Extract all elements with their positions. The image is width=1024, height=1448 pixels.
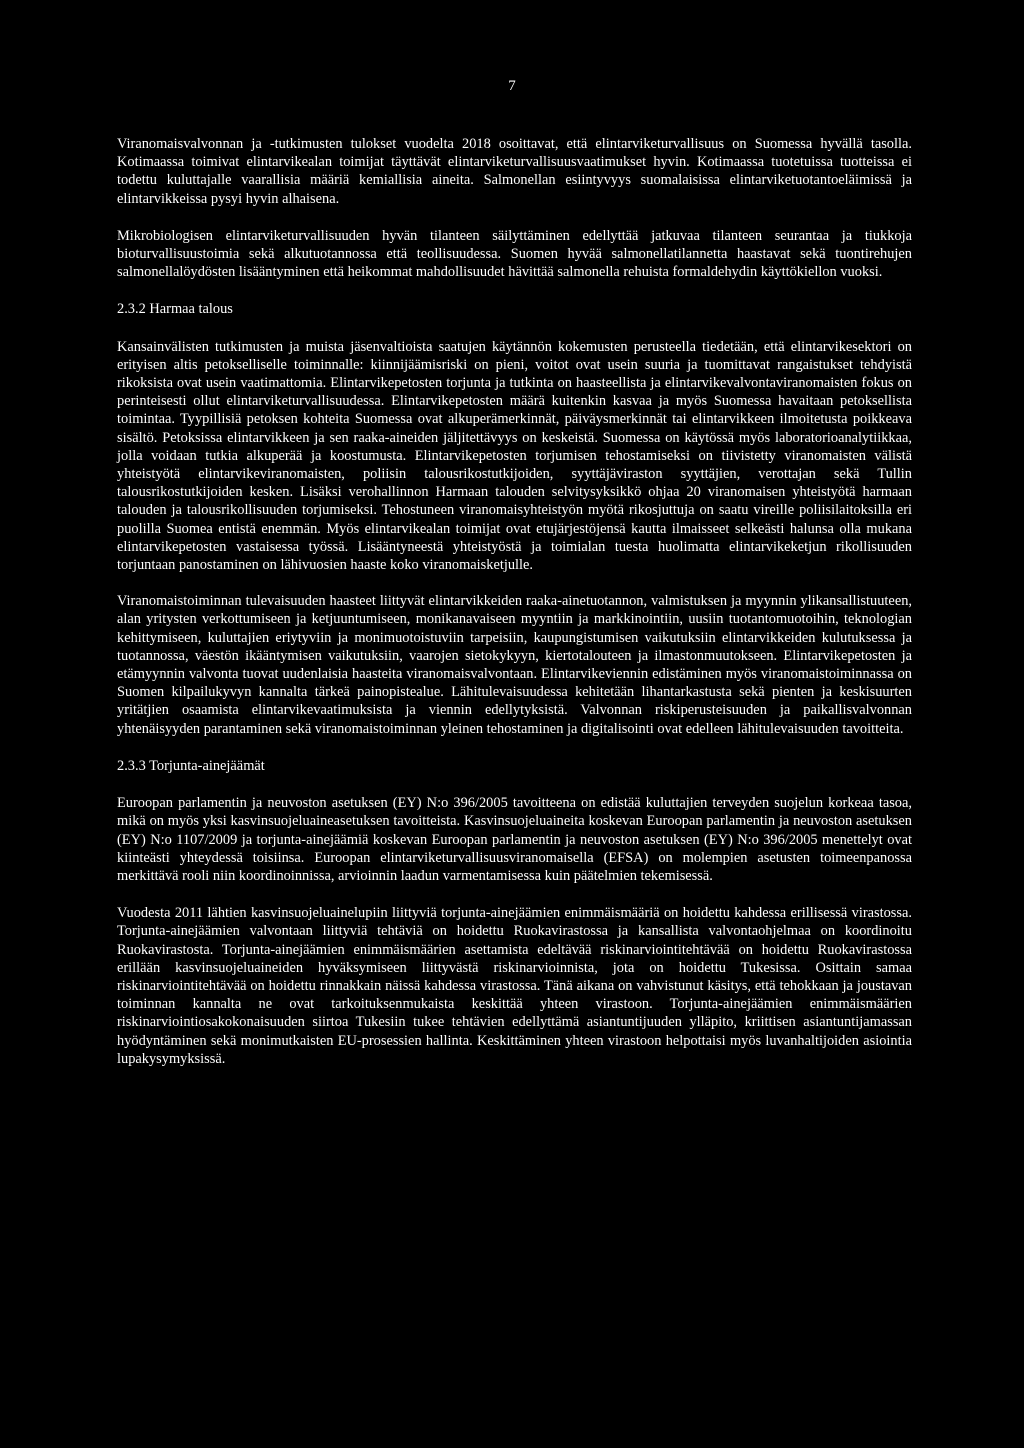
paragraph-future-challenges: Viranomaistoiminnan tulevaisuuden haasteet liittyvät elintarvikkeiden raaka-ainetuotannon, valmistuksen ja myynnin ylikansallistuuteen, alan yritysten verkottumiseen ja ketjuuntumiseen, monikanavaiseen myyntiin ja markkinointiin, uusiin tuotantomuotoihin, teknologian kehittymiseen, kuluttajien eriytyviin ja monimuotoistuviin tarpeisiin, kaupungistumisen vaikutuksiin elintarvikkeiden kulutuksessa ja tuotannossa, väestön ikääntymisen vaikutuksiin, vaarojen sietokykyyn, kiertotalouteen ja ilmastonmuutokseen. Elintarvikepetosten ja etämyynnin valvonta tuovat uudenlaisia haasteita viranomaisvalvontaan. Elintarvikeviennin edistäminen myös viranomaistoiminnassa on Suomen kilpailukyvyn kannalta tärkeä painopistealue. Lähitulevaisuudessa kehitetään lihantarkastusta sekä pienten ja keskisuurten yritätjien osaamista elintarvikevaatimuksista ja viennin edellytyksistä. Valvonnan riskiperusteisuuden ja paikallisvalvonnan yhtenäisyyden parantaminen sekä viranomaistoiminnan yleinen tehostaminen ja digitalisointi ovat edelleen lähitulevaisuuden tavoitteita. <box>117 593 912 737</box>
paragraph-food-fraud: Kansainvälisten tutkimusten ja muista jäsenvaltioista saatujen käytännön kokemusten perusteella tiedetään, että elintarvikesektori on erityisen altis petokselliselle toiminnalle: kiinnijäämisriski on pieni, voitot ovat usein suuria ja tuomittavat rangaistukset tehdyistä rikoksista ovat usein vaatimattomia. Elintarvikepetosten torjunta ja tutkinta on haasteellista ja elintarvikevalvontaviranomaisten fokus on perinteisesti ollut elintarviketurvallisuudessa. Elintarvikepetosten määrä kuitenkin kasvaa ja myös Suomessa havaitaan petoksellista toimintaa. Tyypillisiä petoksen kohteita Suomessa ovat alkuperämerkinnät, päiväysmerkinnät tai elintarvikkeen ilmoitetusta poikkeava sisältö. Petoksissa elintarvikkeen ja sen raaka-aineiden jäljitettävyys on keskeistä. Suomessa on käytössä myös laboratorioanalytiikkaa, jolla voidaan tutkia alkuperää ja koostumusta. Elintarvikepetosten torjumisen tehostamiseksi on tiivistetty viranomaisten välistä yhteistyötä elintarvikeviranomaisten, poliisin talousrikostutkijoiden, syyttäjäviraston syyttäjien, verottajan sekä Tullin talousrikostutkijoiden kesken. Lisäksi verohallinnon Harmaan talouden selvitysyksikkö ohjaa 20 viranomaisen yhteistyötä harmaan talouden ja talousrikollisuuden torjumiseksi. Tehostuneen viranomaisyhteistyön myötä rikosjuttuja on saatu vireille poliisilaitoksilla eri puolilla Suomea entistä enemmän. Myös elintarvikealan toimijat ovat etujärjestöjensä kautta ilmaisseet selkeästi halunsa olla mukana elintarvikepetosten vastaisessa työssä. Lisääntyneestä yhteistyöstä ja toimialan tuesta huolimatta elintarvikeketjun rikollisuuden torjuntaan panostaminen on lähivuosien haaste koko viranomaisketjulle. <box>117 338 912 574</box>
document-body <box>117 135 912 1068</box>
paragraph-eu-regulation: Euroopan parlamentin ja neuvoston asetuksen (EY) N:o 396/2005 tavoitteena on edistää kuluttajien terveyden suojelun korkeaa tasoa, mikä on myös yksi kasvinsuojeluaineasetuksen tavoitteista. Kasvinsuojeluaineita koskevan Euroopan parlamentin ja neuvoston asetuksen (EY) N:o 1107/2009 ja torjunta-ainejäämiä koskevan Euroopan parlamentin ja neuvoston asetuksen (EY) N:o 396/2005 menettelyt ovat kiinteästi yhteydessä toisiinsa. Euroopan elintarviketurvallisuusviranomaisella (EFSA) on molempien asetusten toimeenpanossa merkittävä rooli niin koordinoinnissa, arvioinnin laadun varmentamisessa kuin päätelmien tekemisessä. <box>117 795 912 884</box>
page-number: 7 <box>508 78 516 94</box>
paragraph-microbiological-safety: Mikrobiologisen elintarviketurvallisuuden hyvän tilanteen säilyttäminen edellyttää jatkuvaa tilanteen seurantaa ja tiukkoja bioturvallisuustoimia sekä alkutuotannossa että teollisuudessa. Suomen hyvää salmonellatilannetta haastavat sekä tuontirehujen salmonellalöydösten lisääntyminen että heikommat mahdollisuudet hävittää salmonella rehuista formaldehydin käyttökiellon vuoksi. <box>117 227 912 281</box>
section-heading-pesticide-residues: 2.3.3 Torjunta-ainejäämät <box>117 757 265 774</box>
paragraph-food-safety-results: Viranomaisvalvonnan ja -tutkimusten tulokset vuodelta 2018 osoittavat, että elintarviketurvallisuus on Suomessa hyvällä tasolla. Kotimaassa toimivat elintarvikealan toimijat täyttävät elintarviketurvallisuusvaatimukset hyvin. Kotimaassa tuotetuissa tuotteissa ei todettu kuluttajalle vaarallisia määriä kemiallisia aineita. Salmonellan esiintyvyys suomalaisissa elintarviketuotantoeläimissä ja elintarvikkeissa pysyi hyvin alhaisena. <box>117 136 912 207</box>
section-heading-grey-economy: 2.3.2 Harmaa talous <box>117 301 233 318</box>
paragraph-agency-responsibilities: Vuodesta 2011 lähtien kasvinsuojeluainelupiin liittyviä torjunta-ainejäämien enimmäismääriä on hoidettu kahdessa erillisessä virastossa. Torjunta-ainejäämien valvontaan liittyviä tehtäviä on hoidettu Ruokavirastossa ja kansallista valvontaohjelmaa on koordinoitu Ruokavirastosta. Torjunta-ainejäämien enimmäismäärien asettamista edeltävää riskinarviointitehtävää on hoidettu Ruokavirastossa erillään kasvinsuojeluaineiden hyväksymiseen liittyvästä riskinarvioinnista, jota on hoidettu Tukesissa. Osittain samaa riskinarviointitehtävää on hoidettu rinnakkain näissä kahdessa virastossa. Tänä aikana on vahvistunut käsitys, että tehokkaan ja joustavan toiminnan kannalta ne ovat tarkoituksenmukaista keskittää yhteen virastoon. Torjunta-ainejäämien enimmäismäärien riskinarviointiosakokonaisuuden siirtoa Tukesiin tukee tehtävien edellyttämä asiantuntijuuden ylläpito, kriittisen asiantuntijamassan hyödyntäminen sekä monimutkaisten EU-prosessien hallinta. Keskittäminen yhteen virastoon helpottaisi myös luvanhaltijoiden asiointia lupakysymyksissä. <box>117 905 912 1067</box>
